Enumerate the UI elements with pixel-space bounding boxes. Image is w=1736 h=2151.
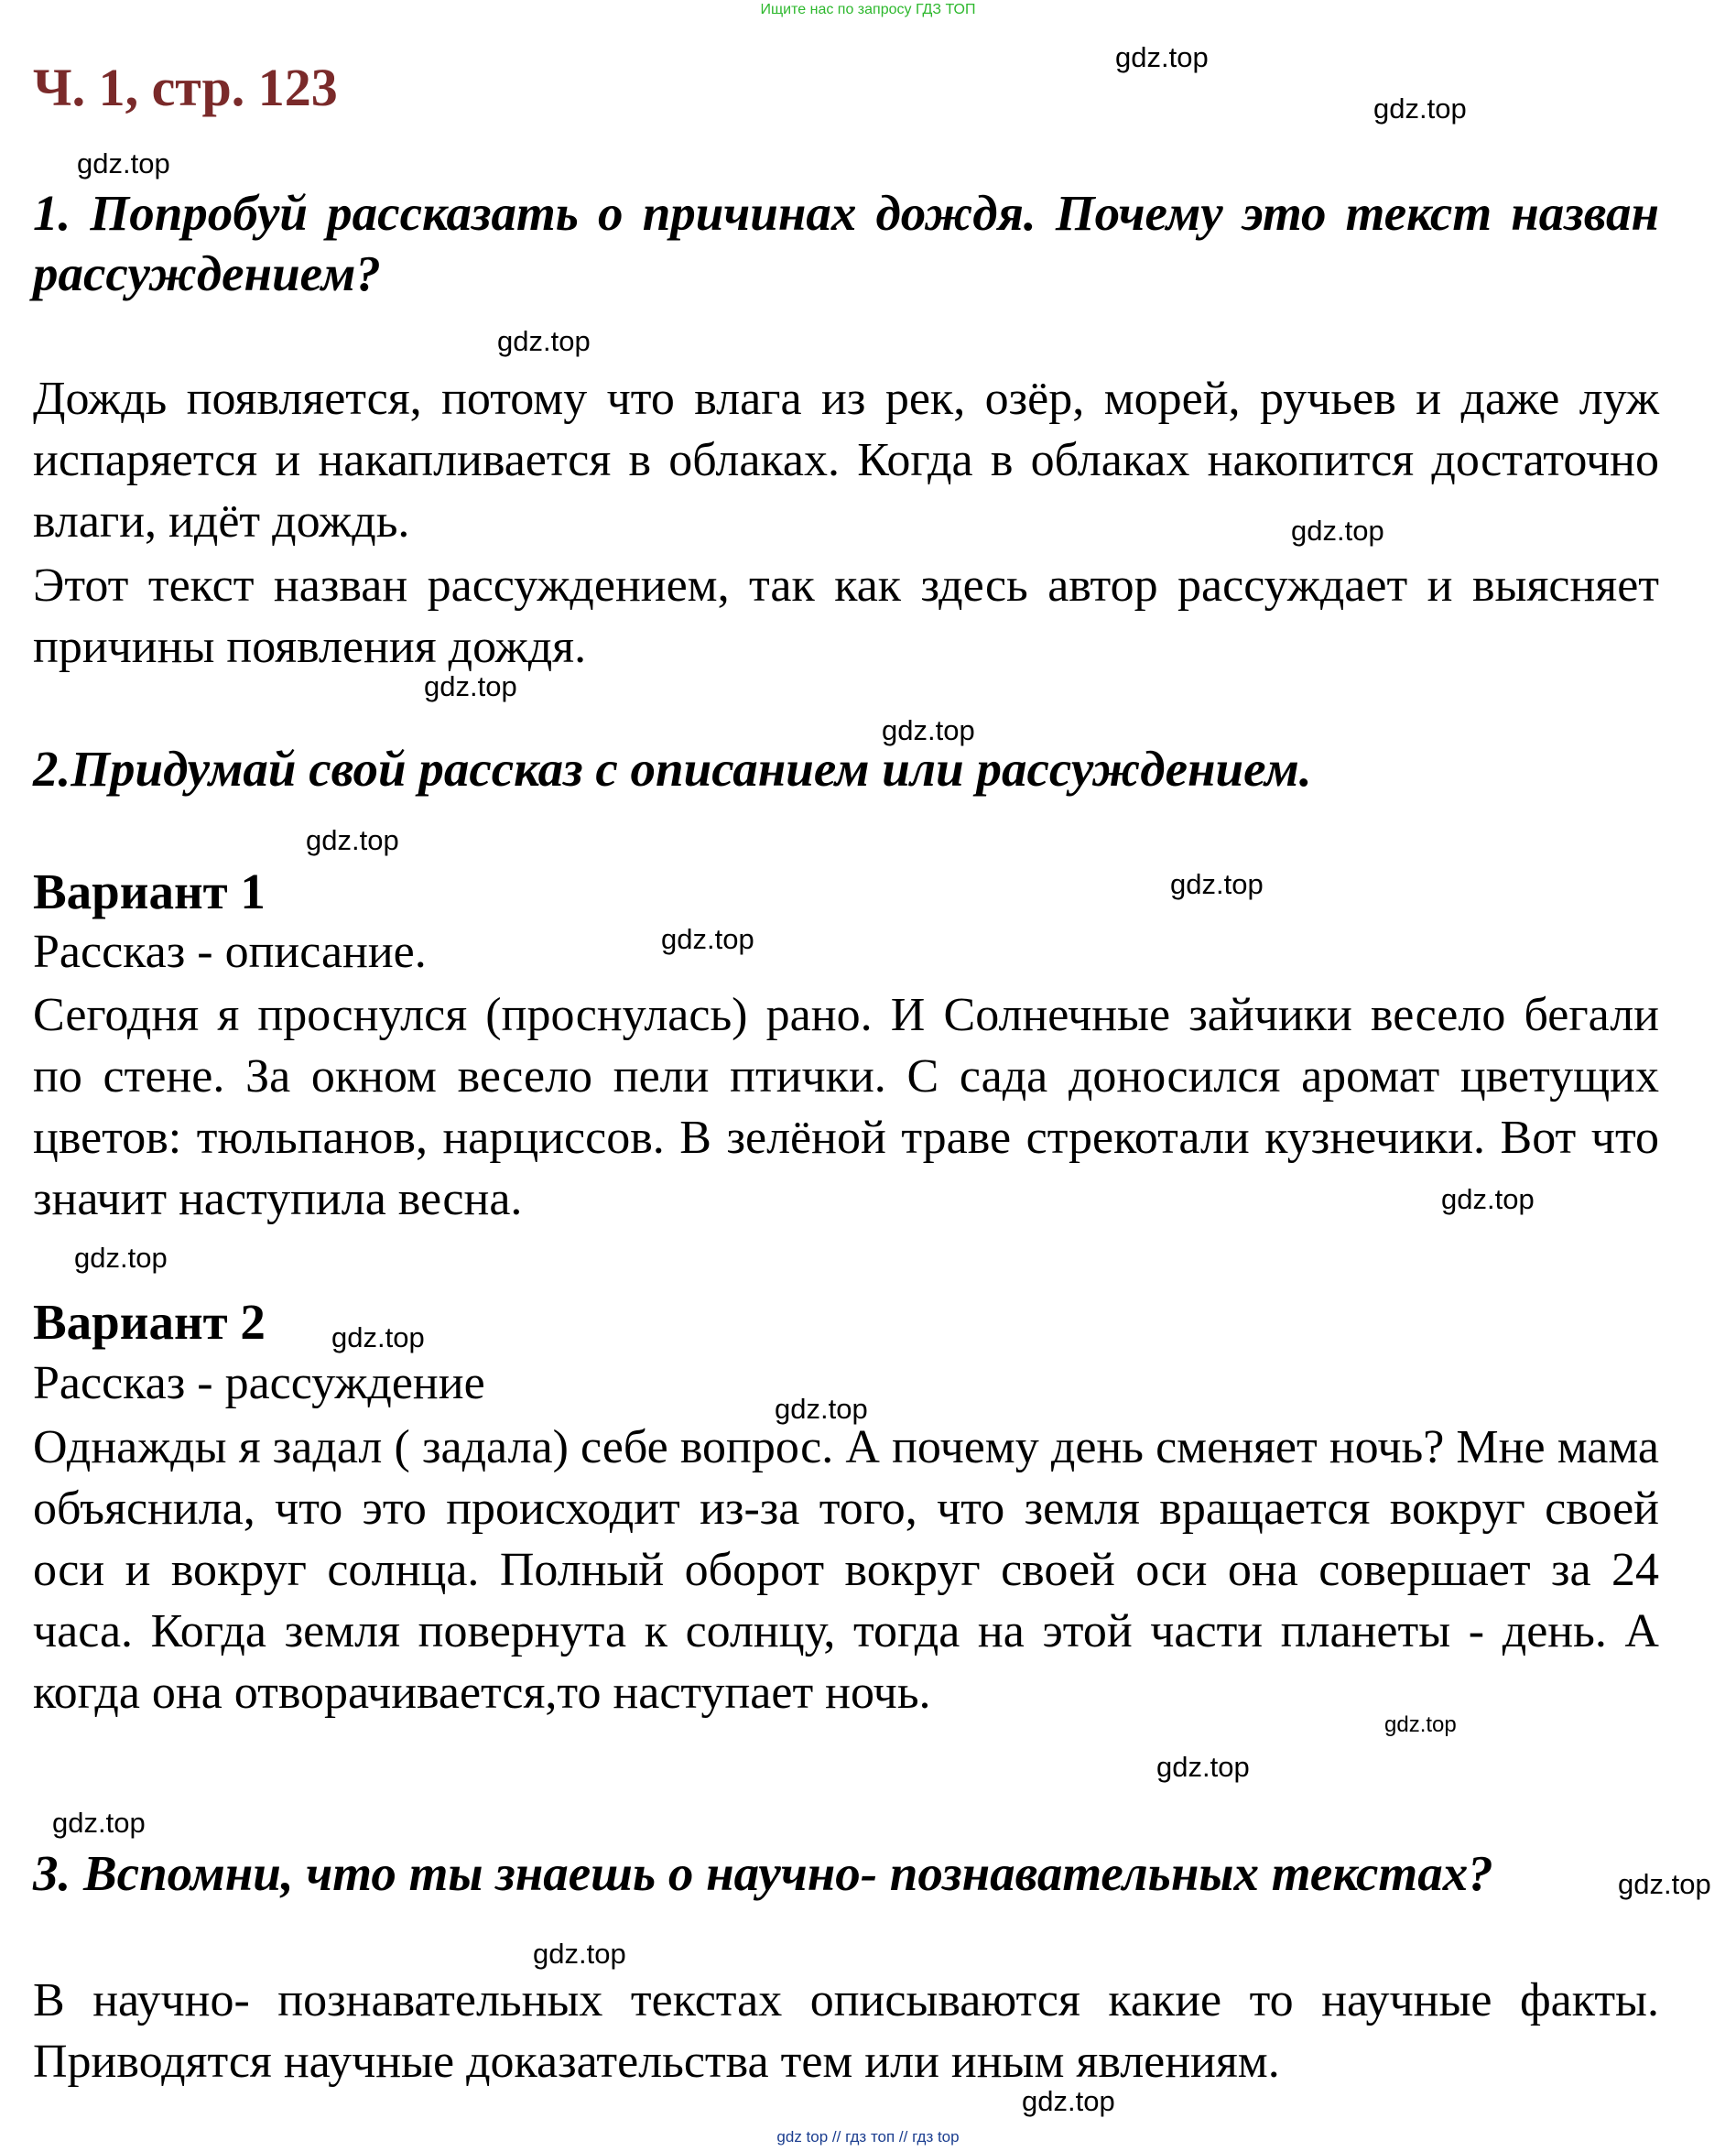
watermark: gdz.top <box>1156 1751 1250 1783</box>
variant-1-subtitle: Рассказ - описание. <box>33 926 427 978</box>
watermark: gdz.top <box>1373 92 1467 125</box>
watermark: gdz.top <box>74 1242 168 1274</box>
watermark: gdz.top <box>497 325 591 357</box>
watermark: gdz.top <box>1291 515 1384 547</box>
watermark: gdz.top <box>306 824 399 856</box>
watermark: gdz.top <box>1618 1868 1711 1900</box>
watermark: gdz.top <box>77 147 170 179</box>
watermark: gdz.top <box>1170 868 1264 900</box>
watermark: gdz.top <box>1115 41 1209 73</box>
variant-2-title: Вариант 2 <box>33 1294 266 1350</box>
variant-2-text: Однажды я задал ( задала) себе вопрос. А почему день сменяет ночь? Мне мама объяснила, что это происходит из-за того, что земля вращается вокруг своей оси и вокруг солнца. Полный оборот вокруг своей оси она совершает за 24 часа. Когда земля повернута к солнцу, тогда на этой части планеты - день. А когда она отворачивается,то наступает ночь. <box>33 1421 1659 1719</box>
question-3: 3. Вспомни, что ты знаешь о научно- познавательных текстах? <box>33 1845 1493 1901</box>
top-banner: Ищите нас по запросу ГДЗ ТОП <box>760 2 976 17</box>
watermark: gdz.top <box>1384 1712 1457 1737</box>
variant-2-subtitle: Рассказ - рассуждение <box>33 1357 485 1409</box>
answer-1-paragraph-1: Дождь появляется, потому что влага из рек, озёр, морей, ручьев и даже луж испаряется и накапливается в облаках. Когда в облаках накопится достаточно влаги, идёт дождь. <box>33 373 1659 548</box>
watermark: gdz.top <box>424 670 517 702</box>
watermark: gdz.top <box>882 714 975 746</box>
variant-1-text: Сегодня я проснулся (проснулась) рано. И Солнечные зайчики весело бегали по стене. За окном весело пели птички. С сада доносился аромат цветущих цветов: тюльпанов, нарциссов. В зелёной траве стрекотали кузнечики. Вот что значит наступила весна. <box>33 989 1659 1225</box>
watermark: gdz.top <box>775 1393 868 1425</box>
page-title: Ч. 1, стр. 123 <box>33 58 338 117</box>
answer-1-paragraph-2: Этот текст назван рассуждением, так как здесь автор рассуждает и выясняет причины появления дождя. <box>33 559 1659 673</box>
question-1: 1. Попробуй рассказать о причинах дождя. Почему это текст назван рассуждением? <box>33 185 1659 301</box>
watermark: gdz.top <box>1441 1183 1535 1215</box>
variant-1-title: Вариант 1 <box>33 864 266 919</box>
answer-3: В научно- познавательных текстах описываются какие то научные факты. Приводятся научные доказательства тем или иным явлениям. <box>33 1974 1659 2088</box>
watermark: gdz.top <box>1022 2085 1115 2117</box>
watermark: gdz.top <box>661 923 754 955</box>
watermark: gdz.top <box>533 1938 626 1970</box>
watermark: gdz.top <box>331 1321 425 1353</box>
footer: gdz top // гдз топ // гдз top <box>776 2128 960 2146</box>
question-2: 2.Придумай свой рассказ с описанием или рассуждением. <box>33 741 1312 797</box>
watermark: gdz.top <box>52 1807 146 1839</box>
